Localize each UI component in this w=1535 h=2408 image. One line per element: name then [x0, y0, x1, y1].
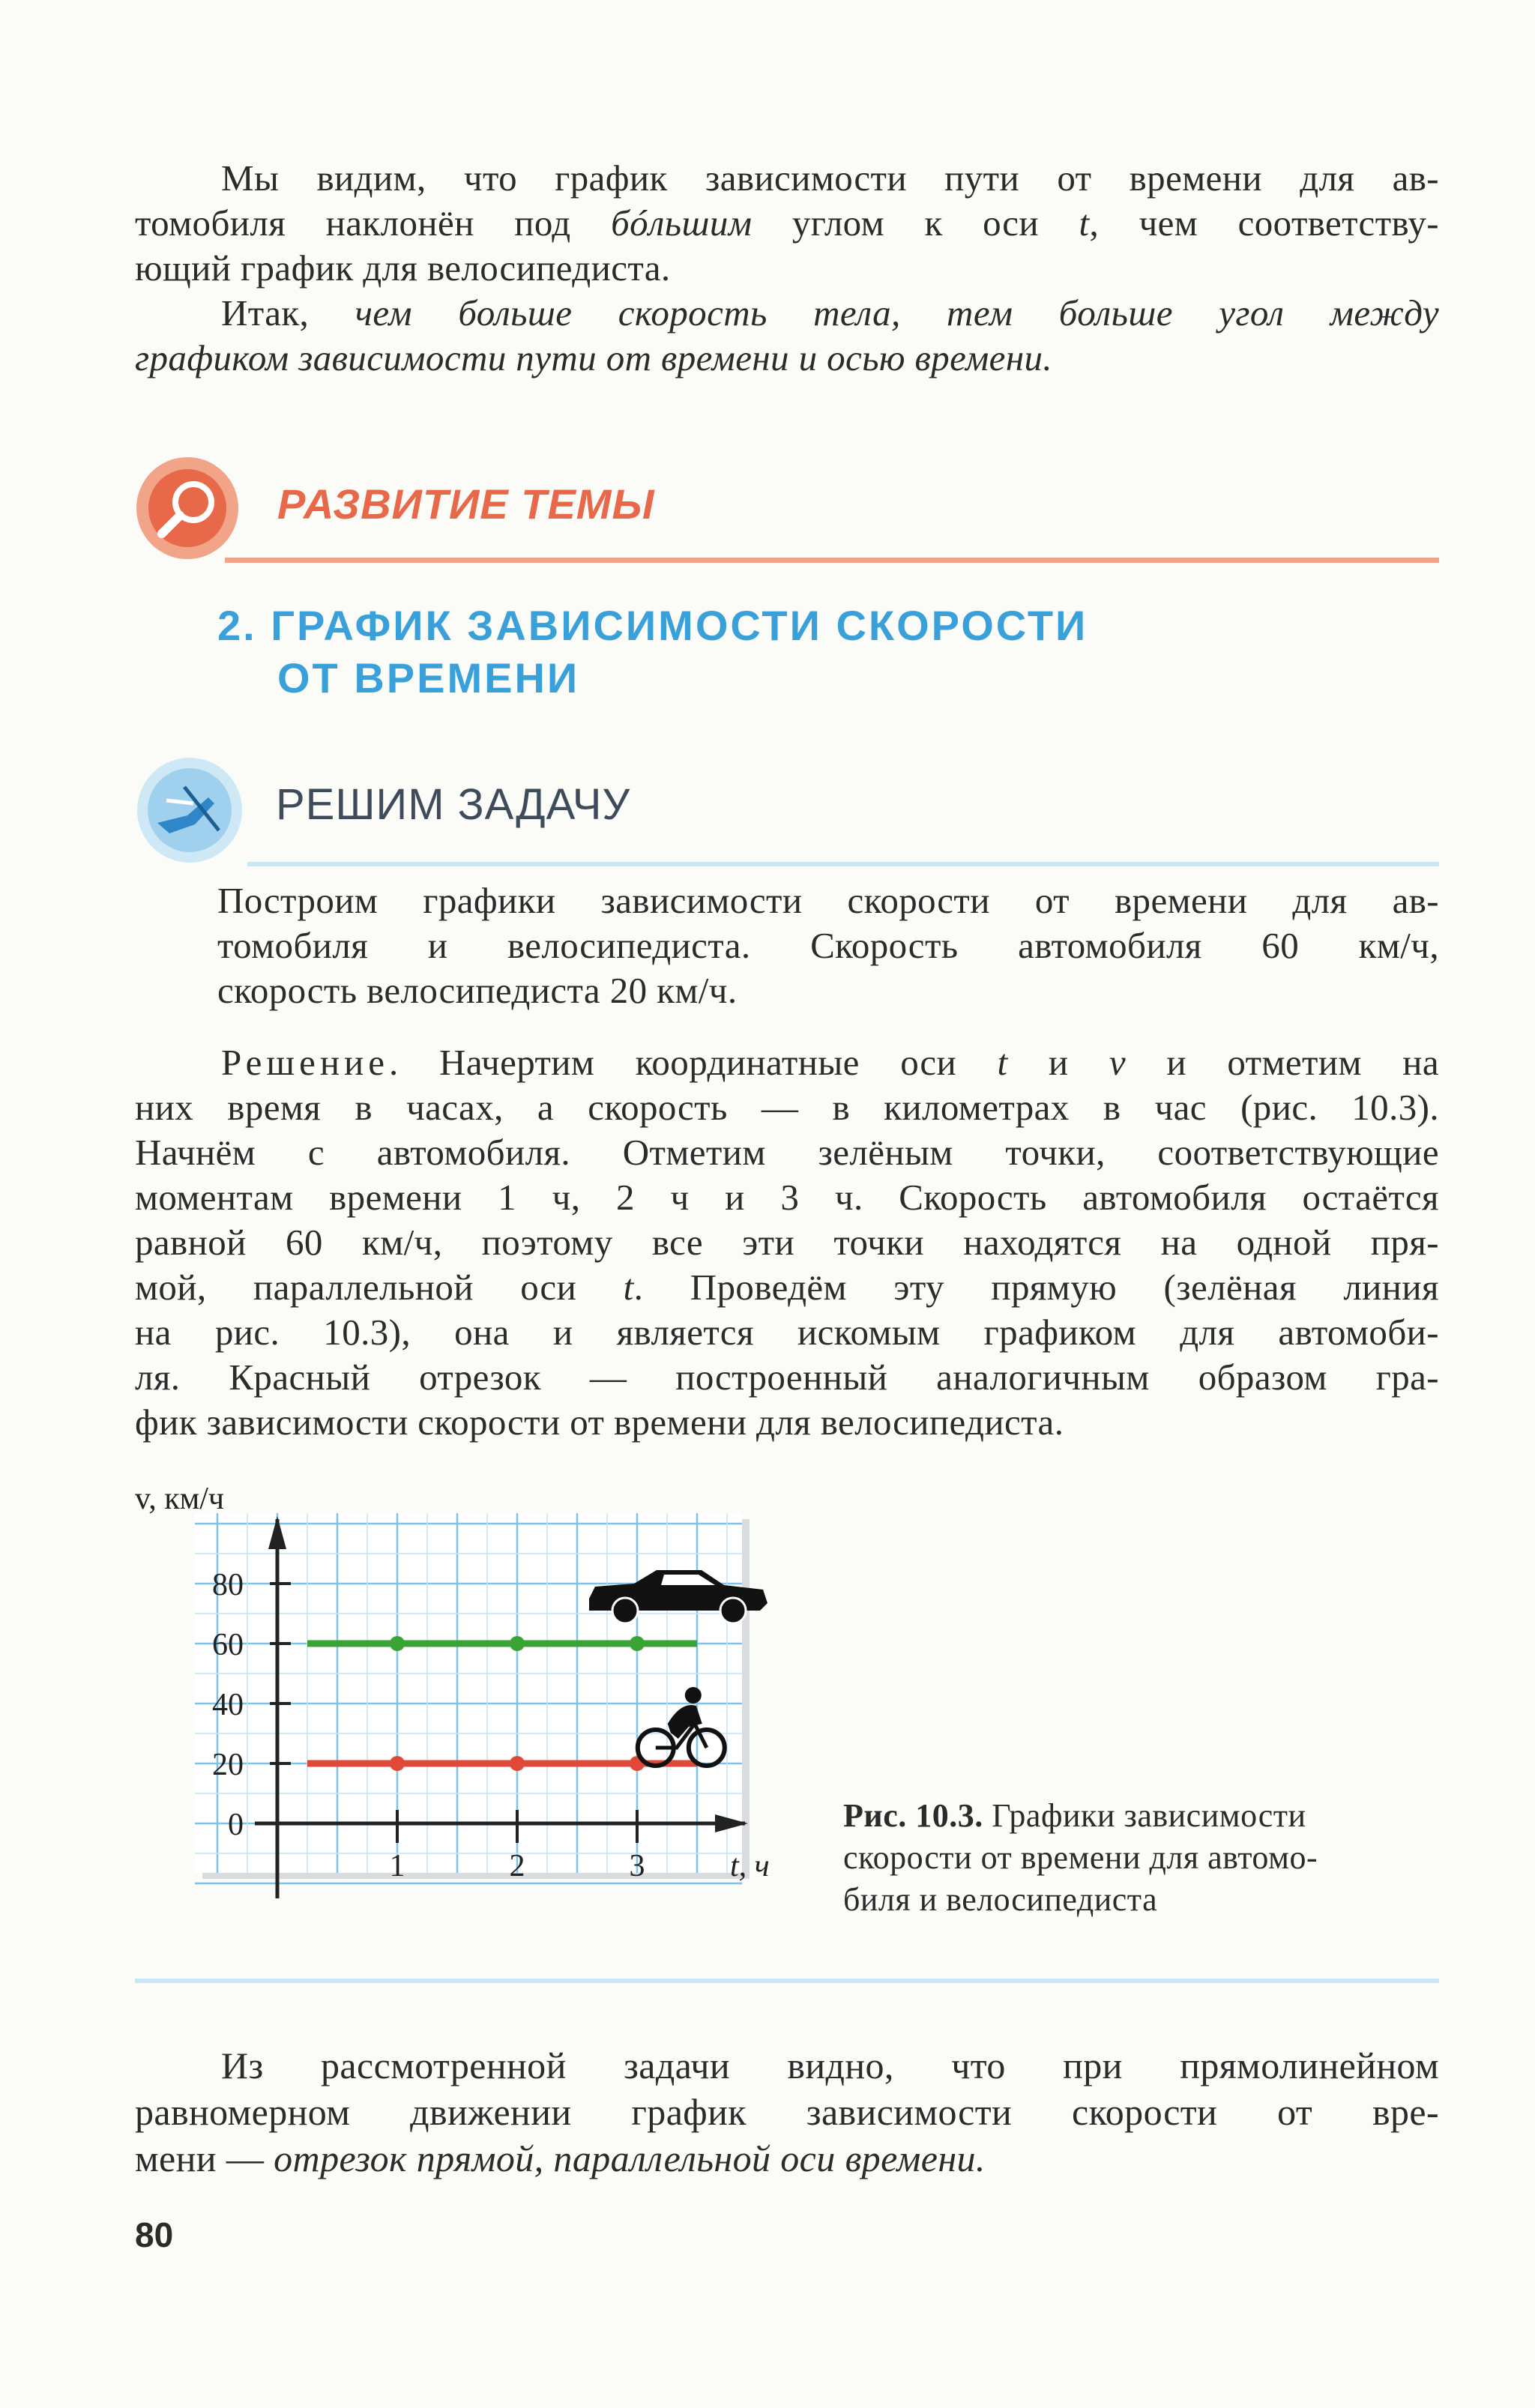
task-paragraph — [217, 878, 1439, 1013]
text-line: них время в часах, а скорость — в километрах в час (рис. 10.3). — [135, 1087, 1439, 1128]
section-title: РАЗВИТИЕ ТЕМЫ — [277, 480, 655, 528]
subheading: РЕШИМ ЗАДАЧУ — [276, 780, 631, 829]
x-axis-label: t, ч — [730, 1849, 770, 1883]
y-tick-label: 60 — [212, 1628, 244, 1662]
text-line: ющий график для велосипедиста. — [135, 247, 671, 289]
y-axis-label: v, км/ч — [135, 1482, 225, 1516]
text-line: Начнём с автомобиля. Отметим зелёным точки, соответствующие — [135, 1132, 1439, 1173]
intro-paragraph-2 — [135, 291, 1439, 381]
caption-line: Рис. 10.3. Графики зависимости — [843, 1797, 1306, 1834]
pencil-hand-badge-icon — [135, 755, 244, 865]
section-divider-orange — [225, 558, 1439, 563]
text-line: Итак, чем больше скорость тела, тем больше угол между — [221, 292, 1439, 334]
figure-10-3 — [127, 1480, 802, 1930]
intro-paragraph-1 — [135, 156, 1439, 291]
text-line: Построим графики зависимости скорости от времени для ав- — [217, 880, 1439, 921]
text-line: графиком зависимости пути от времени и осью времени. — [135, 337, 1053, 378]
text-line: Мы видим, что график зависимости пути от времени для ав- — [221, 157, 1439, 199]
text-line: фик зависимости скорости от времени для велосипедиста. — [135, 1401, 1064, 1443]
text-line: Решение. Начертим координатные оси t и v и отметим на — [221, 1042, 1439, 1083]
figure-divider-blue — [135, 1979, 1439, 1983]
caption-line: скорости от времени для автомо- — [843, 1839, 1318, 1876]
text-line: равной 60 км/ч, поэтому все эти точки находятся на одной пря- — [135, 1222, 1439, 1263]
data-point — [510, 1756, 525, 1771]
magnifier-badge-icon — [135, 456, 240, 561]
text-line: томобиля и велосипедиста. Скорость автомобиля 60 км/ч, — [217, 925, 1439, 966]
text-line: скорость велосипедиста 20 км/ч. — [217, 970, 738, 1011]
text-line: томобиля наклонён под бóльшим углом к оси t, чем соответству- — [135, 202, 1440, 244]
text-line: на рис. 10.3), она и является искомым графиком для автомоби- — [135, 1312, 1439, 1353]
caption-line: биля и велосипедиста — [843, 1881, 1158, 1918]
velocity-time-chart — [127, 1480, 802, 1930]
y-tick-label: 20 — [212, 1748, 244, 1782]
text-line: равномерном движении график зависимости скорости от вре- — [135, 2091, 1439, 2133]
data-point — [390, 1756, 405, 1771]
text-line: Из рассмотренной задачи видно, что при прямолинейном — [221, 2045, 1439, 2086]
data-point — [390, 1636, 405, 1651]
x-tick-label: 1 — [389, 1849, 405, 1883]
y-tick-label: 40 — [212, 1688, 244, 1722]
x-tick-label: 2 — [509, 1849, 525, 1883]
solution-paragraph — [135, 1040, 1439, 1445]
figure-caption — [843, 1795, 1318, 1921]
subheading-divider-blue — [247, 862, 1439, 866]
page-number: 80 — [135, 2215, 174, 2254]
data-point — [630, 1636, 645, 1651]
topic-heading: 2. ГРАФИК ЗАВИСИМОСТИ СКОРОСТИ ОТ ВРЕМЕНИ — [217, 602, 1088, 701]
text-line: моментам времени 1 ч, 2 ч и 3 ч. Скорость автомобиля остаётся — [135, 1177, 1439, 1218]
conclusion-paragraph — [135, 2042, 1439, 2182]
text-line: ля. Красный отрезок — построенный аналогичным образом гра- — [135, 1357, 1439, 1398]
y-tick-label: 0 — [228, 1808, 244, 1842]
y-tick-label: 80 — [212, 1568, 244, 1602]
text-line: мой, параллельной оси t. Проведём эту прямую (зелёная линия — [135, 1267, 1439, 1308]
text-line: мени — отрезок прямой, параллельной оси времени. — [135, 2137, 986, 2179]
x-tick-label: 3 — [629, 1849, 645, 1883]
data-point — [510, 1636, 525, 1651]
